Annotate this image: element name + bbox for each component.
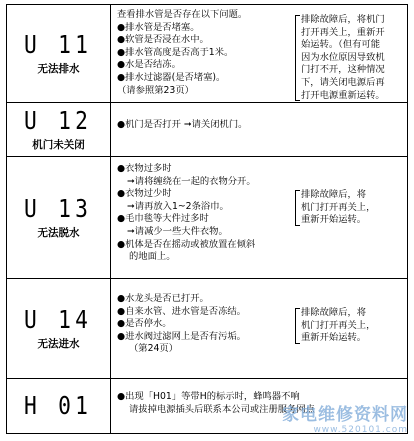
remedy-line: 机门打开再关上， <box>301 201 376 213</box>
check-line: ➞请再放入1~2条浴巾。 <box>127 200 229 212</box>
remedy-line: 排除故障后，将 <box>301 307 367 318</box>
error-row-u12 <box>7 103 407 157</box>
check-line: ●是否停水。 <box>117 318 172 330</box>
remedy-line: 重新开始运转。 <box>301 214 367 226</box>
check-items <box>111 279 407 378</box>
remedy-line: 下，请关闭电源后再 <box>301 76 385 88</box>
check-items <box>111 5 407 102</box>
error-code: H 01 <box>24 391 93 420</box>
error-name: 无法进水 <box>37 337 80 350</box>
error-code: U 14 <box>24 304 93 334</box>
remedy-line: 排除故障后，将机门 <box>301 14 385 25</box>
error-name: 机门未关闭 <box>32 138 85 151</box>
remedy-note <box>295 14 399 102</box>
error-code: U 13 <box>24 193 93 223</box>
remedy-note <box>295 307 399 345</box>
error-code: U 12 <box>24 105 93 135</box>
remedy-line: 门打不开，这种情况 <box>301 64 385 76</box>
error-name: 无法排水 <box>37 62 80 75</box>
remedy-line: 始运转。（但有可能 <box>301 39 381 51</box>
code-cell <box>7 379 111 433</box>
remedy-line: 排除故障后，将 <box>301 189 367 200</box>
check-line: ●排水管高度是否高于1米。 <box>117 46 234 58</box>
check-line: ●衣物过多时 <box>117 163 172 174</box>
check-line: 的地面上。 <box>129 251 176 263</box>
error-code-table <box>6 4 408 434</box>
check-line: ●水是否结冻。 <box>117 59 181 71</box>
remedy-line: 因为水位原因导致机 <box>301 51 385 63</box>
check-line: ●排水过滤器(是否堵塞)。 <box>117 71 226 83</box>
check-line: ●机体是否在摇动或被放置在倾斜 <box>117 238 256 250</box>
check-line: （第24页） <box>129 343 179 355</box>
remedy-line: 机门打开再关上， <box>301 319 376 331</box>
check-line: ●进水阀过滤网上是否有污垢。 <box>117 330 246 342</box>
error-name: 无法脱水 <box>37 226 80 239</box>
error-code: U 11 <box>24 29 93 59</box>
watermark-title: 家电维修资料网 <box>282 405 408 425</box>
remedy-note <box>295 189 399 227</box>
check-line: ●软管是否浸在水中。 <box>117 34 209 46</box>
check-line: ●机门是否打开 ➞请关闭机门。 <box>117 119 248 130</box>
remedy-line: 打开再关上，重新开 <box>301 26 385 38</box>
check-items <box>111 103 407 156</box>
check-line: ➞请减少一些大件衣物。 <box>127 225 228 237</box>
check-line: ➞请将缠绕在一起的衣物分开。 <box>127 175 256 187</box>
check-line: （请参照第23页） <box>117 84 194 96</box>
check-items <box>111 157 407 278</box>
code-cell <box>7 279 111 378</box>
check-line: ●自来水管、进水管是否冻结。 <box>117 305 246 317</box>
check-line: ●衣物过少时 <box>117 188 172 200</box>
check-line: ●水龙头是否已打开。 <box>117 293 209 304</box>
error-row-u11 <box>7 5 407 103</box>
check-line: 请拔掉电源插头后联系本公司或注册服务网点 <box>129 403 315 415</box>
remedy-line: 打开电源重新运转。 <box>301 89 385 101</box>
code-cell <box>7 5 111 102</box>
check-line: ●排水管是否堵塞。 <box>117 21 200 33</box>
code-cell <box>7 103 111 156</box>
watermark-url: www.520101.com <box>313 425 408 435</box>
bracket-left <box>295 15 300 101</box>
check-line: ●毛巾毯等大件过多时 <box>117 213 209 225</box>
check-line: ●出现「H01」等带H的标示时，蜂鸣器不响 <box>117 391 300 402</box>
check-line: 查看排水管是否存在以下问题。 <box>117 9 248 20</box>
error-row-u13 <box>7 157 407 279</box>
code-cell <box>7 157 111 278</box>
bracket-left <box>295 190 300 226</box>
error-row-u14 <box>7 279 407 379</box>
remedy-line: 重新开始运转。 <box>301 332 367 344</box>
site-watermark <box>282 400 408 435</box>
bracket-left <box>295 308 300 344</box>
